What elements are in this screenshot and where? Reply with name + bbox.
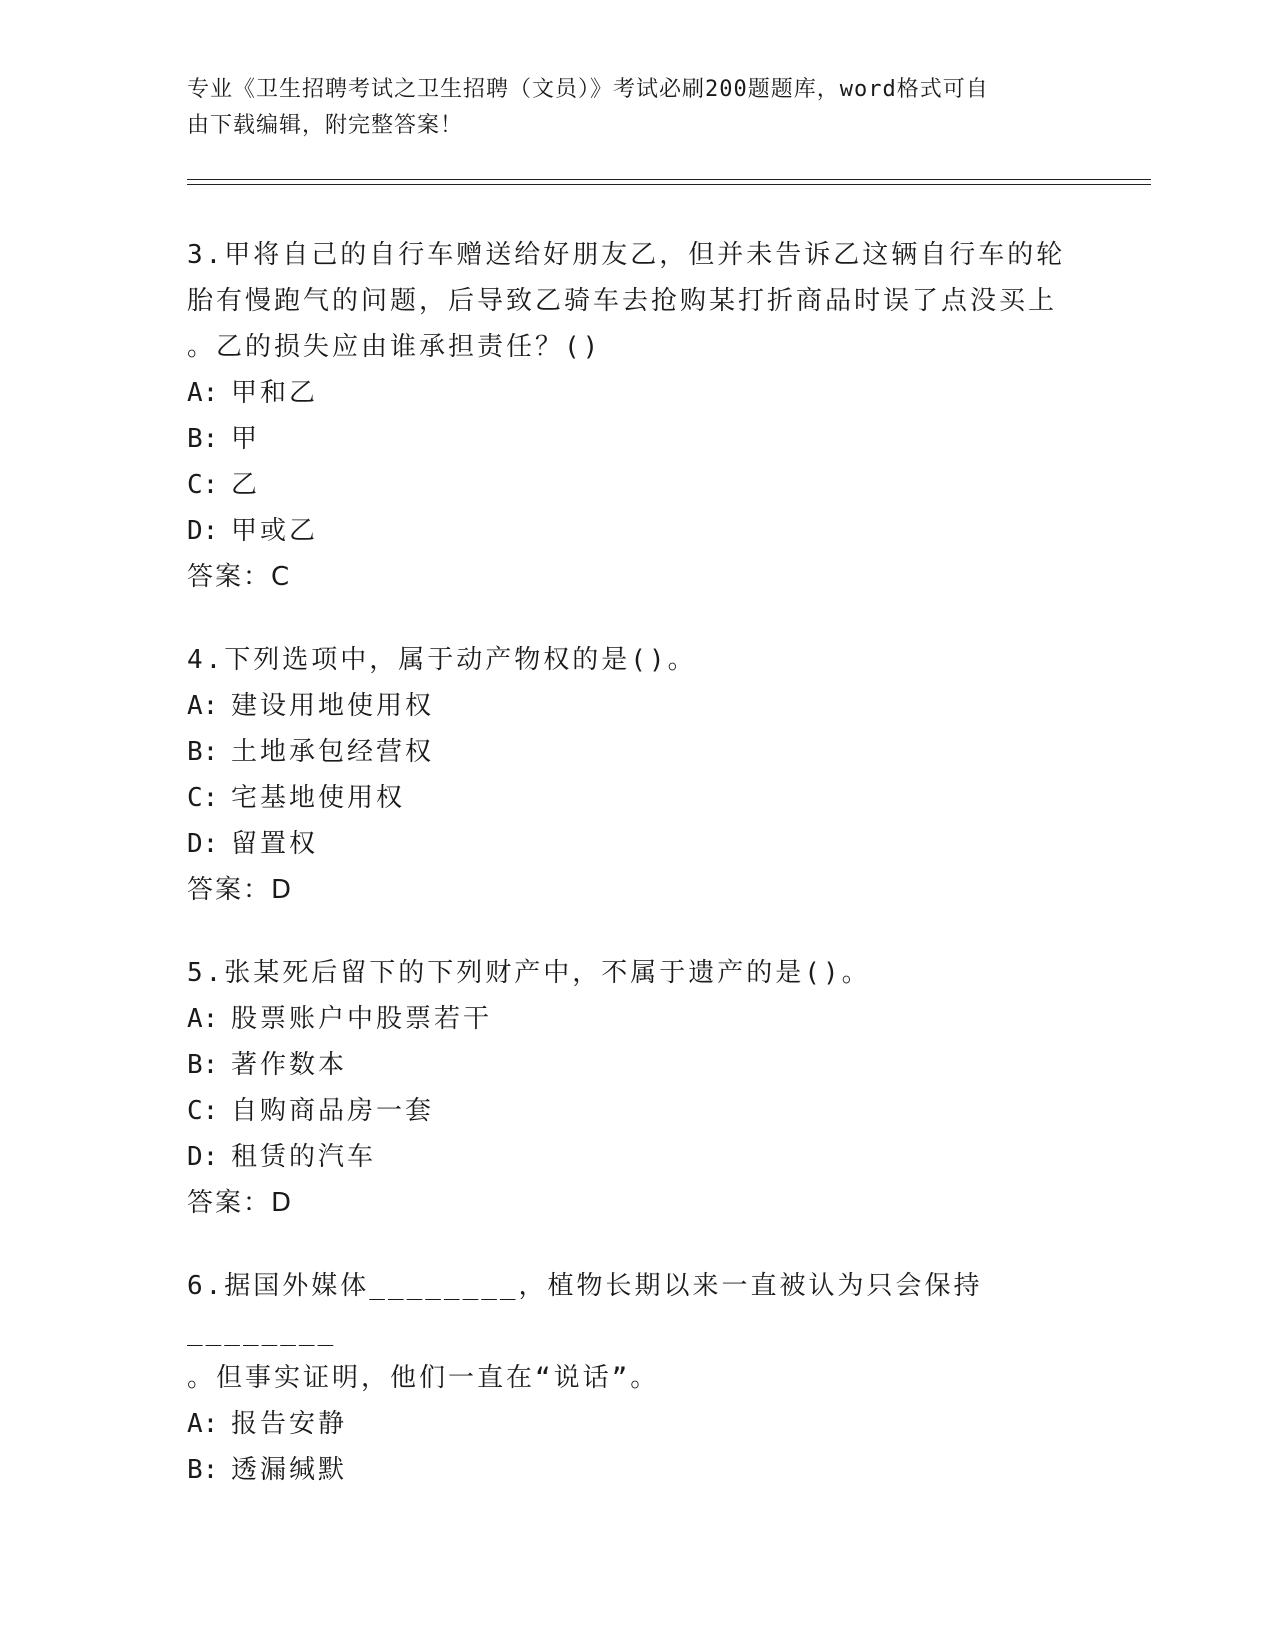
option-label: D: [187,1142,219,1172]
option-text: 自购商品房一套 [231,1096,435,1126]
option-text: 宅基地使用权 [231,783,406,813]
option-text: 甲或乙 [231,516,319,546]
option-label: C: [187,783,219,813]
question-line: 6.据国外媒体________，植物长期以来一直被认为只会保持________ [187,1271,983,1347]
option-text: 乙 [231,470,261,500]
option-label: B: [187,737,219,767]
question-line: 4.下列选项中，属于动产物权的是()。 [187,645,697,675]
question-line: 。乙的损失应由谁承担责任？() [187,332,602,362]
question-3 [187,232,1067,600]
answer-text: 答案：D [187,1188,294,1218]
option-text: 留置权 [231,829,319,859]
header-divider-bottom [187,184,1151,185]
option-label: A: [187,378,219,408]
option-text: 股票账户中股票若干 [231,1004,493,1034]
question-list [187,232,1067,1530]
option-b [187,416,1067,462]
answer-text: 答案：D [187,875,294,905]
option-text: 建设用地使用权 [231,691,435,721]
option-text: 土地承包经营权 [231,737,435,767]
question-line: 胎有慢跑气的问题，后导致乙骑车去抢购某打折商品时误了点没买上 [187,286,1058,316]
option-label: B: [187,1050,219,1080]
document-header [187,72,1067,144]
header-divider-top [187,179,1151,180]
option-text: 报告安静 [231,1409,348,1439]
option-label: A: [187,1409,219,1439]
option-c [187,1088,1067,1134]
option-label: A: [187,1004,219,1034]
option-text: 租赁的汽车 [231,1142,377,1172]
option-b [187,1042,1067,1088]
question-6 [187,1263,1067,1493]
question-line: 5.张某死后留下的下列财产中，不属于遗产的是()。 [187,958,871,988]
option-d [187,821,1067,867]
option-label: C: [187,470,219,500]
option-label: C: [187,1096,219,1126]
option-label: B: [187,1455,219,1485]
option-label: D: [187,516,219,546]
option-label: A: [187,691,219,721]
option-label: B: [187,424,219,454]
question-4 [187,637,1067,913]
option-b [187,1447,1067,1493]
option-c [187,775,1067,821]
answer-text: 答案：C [187,562,292,592]
option-text: 甲 [231,424,261,454]
option-text: 著作数本 [231,1050,348,1080]
header-line-1: 专业《卫生招聘考试之卫生招聘（文员）》考试必刷200题题库，word格式可自 [187,77,989,102]
option-a [187,1401,1067,1447]
option-c [187,462,1067,508]
option-a [187,996,1067,1042]
option-label: D: [187,829,219,859]
option-d [187,1134,1067,1180]
option-text: 透漏缄默 [231,1455,348,1485]
option-d [187,508,1067,554]
question-5 [187,950,1067,1226]
question-line: 。但事实证明，他们一直在“说话”。 [187,1363,660,1393]
question-line: 3.甲将自己的自行车赠送给好朋友乙，但并未告诉乙这辆自行车的轮 [187,240,1066,270]
option-text: 甲和乙 [231,378,319,408]
option-a [187,370,1067,416]
option-a [187,683,1067,729]
option-b [187,729,1067,775]
header-line-2: 由下载编辑，附完整答案！ [187,113,464,138]
